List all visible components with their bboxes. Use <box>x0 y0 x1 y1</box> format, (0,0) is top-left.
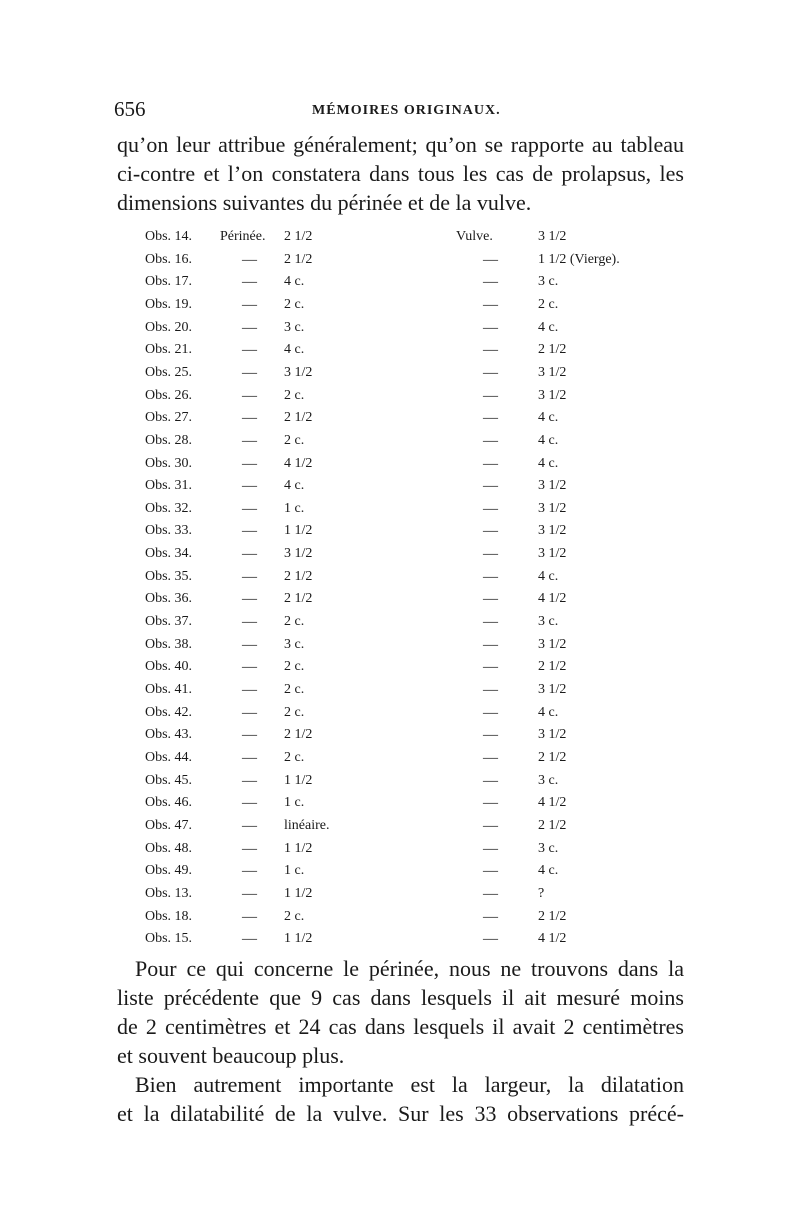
ditto-mark: — <box>483 410 498 427</box>
obs-cell: Obs. 20. <box>145 319 193 335</box>
table-row <box>0 500 800 524</box>
conclusion-line: Bien autrement importante est la largeur, la dilatation <box>135 1072 684 1097</box>
obs-cell: Obs. 48. <box>145 840 193 856</box>
ditto-mark: — <box>483 908 498 925</box>
obs-cell: Obs. 16. <box>145 251 193 267</box>
ditto-mark: — <box>483 568 498 585</box>
perinee-value: 4 1/2 <box>284 455 313 471</box>
ditto-mark: — <box>242 455 257 472</box>
obs-cell: Obs. 26. <box>145 387 193 403</box>
perinee-header: Périnée. <box>220 229 266 244</box>
vulve-header: Vulve. <box>456 229 493 244</box>
ditto-mark: — <box>483 546 498 563</box>
vulve-value: 4 c. <box>538 432 559 448</box>
vulve-value: 2 1/2 <box>538 749 567 765</box>
ditto-mark: — <box>242 342 257 359</box>
perinee-value: 2 c. <box>284 296 305 312</box>
perinee-value: 4 c. <box>284 342 305 358</box>
ditto-mark: — <box>483 251 498 268</box>
table-row <box>0 477 800 501</box>
table-row <box>0 273 800 297</box>
obs-cell: Obs. 42. <box>145 704 193 720</box>
table-row <box>0 568 800 592</box>
ditto-mark: — <box>242 364 257 381</box>
ditto-mark: — <box>483 885 498 902</box>
ditto-mark: — <box>483 795 498 812</box>
obs-cell: Obs. 47. <box>145 817 193 833</box>
running-head: MÉMOIRES ORIGINAUX. <box>312 103 501 118</box>
ditto-mark: — <box>242 274 257 291</box>
perinee-value: 3 c. <box>284 319 305 335</box>
ditto-mark: — <box>483 455 498 472</box>
ditto-mark: — <box>242 931 257 948</box>
table-row <box>0 726 800 750</box>
obs-cell: Obs. 18. <box>145 908 193 924</box>
vulve-value: 3 1/2 <box>538 364 567 380</box>
ditto-mark: — <box>242 319 257 336</box>
ditto-mark: — <box>483 478 498 495</box>
table-row <box>0 636 800 660</box>
obs-cell: Obs. 17. <box>145 274 193 290</box>
ditto-mark: — <box>483 387 498 404</box>
obs-cell: Obs. 41. <box>145 682 193 697</box>
ditto-mark: — <box>242 908 257 925</box>
conclusion-line: et la dilatabilité de la vulve. Sur les 33 observations précé- <box>117 1101 684 1126</box>
conclusion-line: liste précédente que 9 cas dans lesquels il ait mesuré moins <box>117 985 684 1010</box>
ditto-mark: — <box>242 659 257 676</box>
ditto-mark: — <box>483 817 498 834</box>
ditto-mark: — <box>483 523 498 540</box>
table-row <box>0 251 800 275</box>
vulve-value: 3 1/2 <box>538 387 567 403</box>
obs-cell: Obs. 34. <box>145 546 193 562</box>
vulve-value: 3 c. <box>538 614 559 630</box>
ditto-mark: — <box>242 795 257 812</box>
ditto-mark: — <box>483 682 498 698</box>
ditto-mark: — <box>242 682 257 698</box>
ditto-mark: — <box>242 568 257 585</box>
ditto-mark: — <box>242 546 257 563</box>
ditto-mark: — <box>242 727 257 744</box>
obs-cell: Obs. 38. <box>145 636 193 652</box>
vulve-value: 3 1/2 <box>538 546 567 562</box>
obs-cell: Obs. 46. <box>145 795 193 811</box>
ditto-mark: — <box>483 727 498 744</box>
vulve-value: 2 c. <box>538 296 559 312</box>
vulve-value: ? <box>538 885 545 901</box>
table-row <box>0 862 800 886</box>
ditto-mark: — <box>483 863 498 880</box>
vulve-value: 4 c. <box>538 319 559 335</box>
perinee-value: 2 1/2 <box>284 251 313 267</box>
intro-line: dimensions suivantes du périnée et de la vulve. <box>117 190 532 215</box>
ditto-mark: — <box>242 863 257 880</box>
table-row <box>0 409 800 433</box>
perinee-value: 2 1/2 <box>284 410 313 426</box>
perinee-value: 3 1/2 <box>284 546 313 562</box>
vulve-value: 3 c. <box>538 274 559 290</box>
table-row <box>0 387 800 411</box>
perinee-value: 1 1/2 <box>284 931 313 947</box>
vulve-value: 3 c. <box>538 772 559 788</box>
ditto-mark: — <box>483 364 498 381</box>
table-row <box>0 885 800 909</box>
vulve-value: 2 1/2 <box>538 659 567 675</box>
table-row <box>0 704 800 728</box>
vulve-value: 3 1/2 <box>538 229 567 244</box>
ditto-mark: — <box>483 772 498 789</box>
perinee-value: 3 1/2 <box>284 364 313 380</box>
obs-cell: Obs. 27. <box>145 410 193 426</box>
vulve-value: 2 1/2 <box>538 817 567 833</box>
ditto-mark: — <box>483 704 498 721</box>
table-row <box>0 908 800 932</box>
table-row <box>0 772 800 796</box>
vulve-value: 4 c. <box>538 410 559 426</box>
ditto-mark: — <box>242 704 257 721</box>
obs-cell: Obs. 31. <box>145 478 193 494</box>
ditto-mark: — <box>242 410 257 427</box>
obs-cell: Obs. 37. <box>145 614 193 630</box>
ditto-mark: — <box>242 885 257 902</box>
obs-cell: Obs. 43. <box>145 727 193 743</box>
perinee-value: 2 c. <box>284 614 305 630</box>
conclusion-paragraph <box>117 954 684 1128</box>
ditto-mark: — <box>242 251 257 268</box>
table-row <box>0 455 800 479</box>
perinee-value: 2 c. <box>284 387 305 403</box>
vulve-value: 4 c. <box>538 863 559 879</box>
ditto-mark: — <box>483 274 498 291</box>
obs-cell: Obs. 15. <box>145 931 193 947</box>
ditto-mark: — <box>242 817 257 834</box>
ditto-mark: — <box>242 523 257 540</box>
ditto-mark: — <box>483 319 498 336</box>
table-row <box>0 319 800 343</box>
perinee-value: 1 c. <box>284 863 305 879</box>
perinee-value: 1 c. <box>284 500 305 516</box>
perinee-value: 2 1/2 <box>284 727 313 743</box>
table-row <box>0 840 800 864</box>
table-row <box>0 364 800 388</box>
vulve-value: 3 1/2 <box>538 478 567 494</box>
vulve-value: 2 1/2 <box>538 908 567 924</box>
obs-cell: Obs. 40. <box>145 659 193 675</box>
ditto-mark: — <box>483 636 498 653</box>
perinee-value: 1 1/2 <box>284 523 313 539</box>
perinee-value: 1 1/2 <box>284 885 313 901</box>
obs-cell: Obs. 35. <box>145 568 193 584</box>
obs-cell: Obs. 14. <box>145 229 193 244</box>
vulve-value: 4 c. <box>538 568 559 584</box>
ditto-mark: — <box>242 591 257 608</box>
vulve-value: 3 1/2 <box>538 682 567 697</box>
vulve-value: 3 1/2 <box>538 523 567 539</box>
table-row <box>0 522 800 546</box>
vulve-value: 4 1/2 <box>538 931 567 947</box>
ditto-mark: — <box>483 342 498 359</box>
perinee-value: 3 c. <box>284 636 305 652</box>
ditto-mark: — <box>242 840 257 857</box>
ditto-mark: — <box>483 591 498 608</box>
vulve-value: 2 1/2 <box>538 342 567 358</box>
ditto-mark: — <box>242 636 257 653</box>
ditto-mark: — <box>483 749 498 766</box>
intro-line: ci-contre et l’on constatera dans tous les cas de prolapsus, les <box>117 161 684 186</box>
obs-cell: Obs. 19. <box>145 296 193 312</box>
perinee-value: 2 c. <box>284 908 305 924</box>
ditto-mark: — <box>242 614 257 631</box>
ditto-mark: — <box>483 614 498 631</box>
perinee-value: linéaire. <box>284 817 330 833</box>
ditto-mark: — <box>242 296 257 313</box>
obs-cell: Obs. 28. <box>145 432 193 448</box>
obs-cell: Obs. 21. <box>145 342 193 358</box>
vulve-value: 3 1/2 <box>538 636 567 652</box>
perinee-value: 4 c. <box>284 478 305 494</box>
table-row <box>0 794 800 818</box>
ditto-mark: — <box>242 478 257 495</box>
vulve-value: 1 1/2 (Vierge). <box>538 251 620 267</box>
table-row <box>0 341 800 365</box>
obs-cell: Obs. 36. <box>145 591 193 607</box>
obs-cell: Obs. 30. <box>145 455 193 471</box>
table-row <box>0 817 800 841</box>
conclusion-line: Pour ce qui concerne le périnée, nous ne trouvons dans la <box>135 956 684 981</box>
perinee-value: 2 c. <box>284 749 305 765</box>
vulve-value: 3 1/2 <box>538 500 567 516</box>
ditto-mark: — <box>483 931 498 948</box>
table-row <box>0 545 800 569</box>
perinee-value: 1 1/2 <box>284 772 313 788</box>
obs-cell: Obs. 45. <box>145 772 193 788</box>
perinee-value: 2 c. <box>284 432 305 448</box>
conclusion-line: de 2 centimètres et 24 cas dans lesquels il avait 2 centimètres <box>117 1014 684 1039</box>
table-row <box>0 930 800 954</box>
table-row <box>0 658 800 682</box>
perinee-value: 1 1/2 <box>284 840 313 856</box>
ditto-mark: — <box>242 500 257 517</box>
vulve-value: 3 c. <box>538 840 559 856</box>
ditto-mark: — <box>483 500 498 517</box>
vulve-value: 4 1/2 <box>538 795 567 811</box>
table-row <box>0 613 800 637</box>
ditto-mark: — <box>483 432 498 449</box>
vulve-value: 4 c. <box>538 704 559 720</box>
ditto-mark: — <box>242 749 257 766</box>
ditto-mark: — <box>242 772 257 789</box>
page-number: 656 <box>114 97 146 121</box>
obs-cell: Obs. 49. <box>145 863 193 879</box>
ditto-mark: — <box>483 659 498 676</box>
ditto-mark: — <box>483 840 498 857</box>
table-row <box>0 432 800 456</box>
obs-cell: Obs. 44. <box>145 749 193 765</box>
perinee-value: 4 c. <box>284 274 305 290</box>
perinee-value: 2 1/2 <box>284 568 313 584</box>
obs-cell: Obs. 33. <box>145 523 193 539</box>
obs-cell: Obs. 13. <box>145 885 193 901</box>
table-row <box>0 681 800 705</box>
obs-cell: Obs. 25. <box>145 364 193 380</box>
perinee-value: 2 c. <box>284 704 305 720</box>
conclusion-line: et souvent beaucoup plus. <box>117 1043 345 1068</box>
ditto-mark: — <box>483 296 498 313</box>
table-row <box>0 296 800 320</box>
vulve-value: 4 c. <box>538 455 559 471</box>
perinee-value: 2 1/2 <box>284 591 313 607</box>
perinee-value: 1 c. <box>284 795 305 811</box>
ditto-mark: — <box>242 387 257 404</box>
table-row <box>0 228 800 252</box>
perinee-value: 2 c. <box>284 682 305 697</box>
perinee-value: 2 c. <box>284 659 305 675</box>
table-row <box>0 749 800 773</box>
vulve-value: 3 1/2 <box>538 727 567 743</box>
vulve-value: 4 1/2 <box>538 591 567 607</box>
obs-cell: Obs. 32. <box>145 500 193 516</box>
perinee-value: 2 1/2 <box>284 229 313 244</box>
ditto-mark: — <box>242 432 257 449</box>
intro-line: qu’on leur attribue généralement; qu’on se rapporte au tableau <box>117 132 684 157</box>
table-row <box>0 590 800 614</box>
